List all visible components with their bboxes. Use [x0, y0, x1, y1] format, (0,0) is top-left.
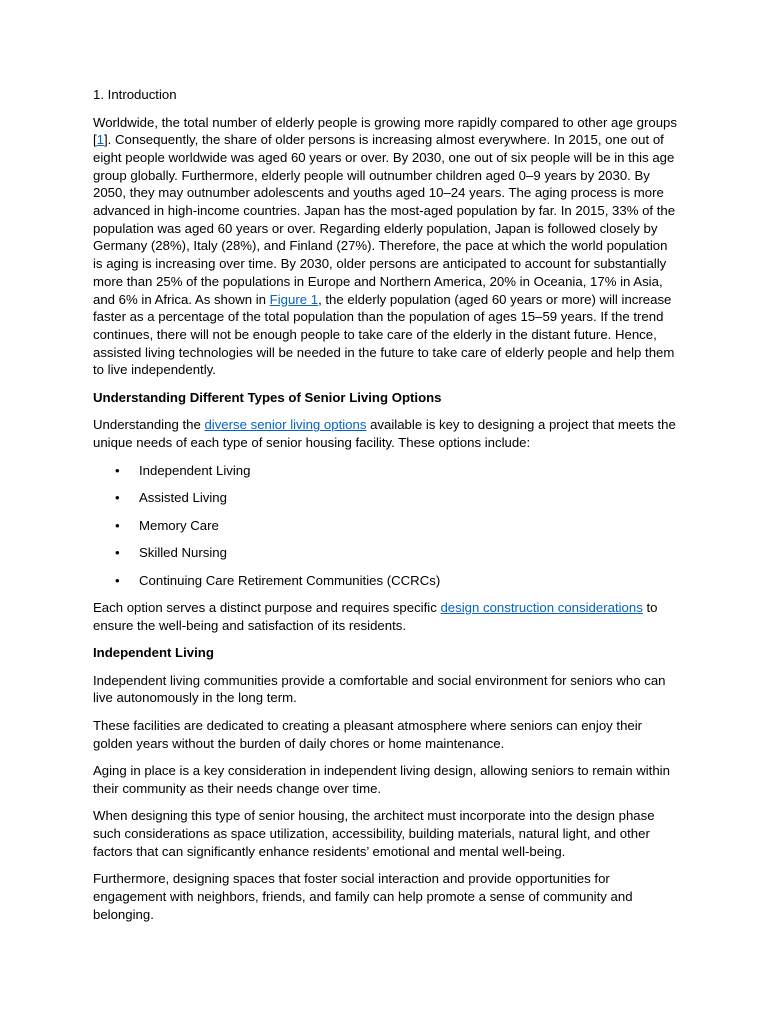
- section-title: 1. Introduction: [93, 87, 177, 102]
- independent-living-heading: Independent Living: [93, 645, 214, 661]
- senior-living-options-list: [93, 462, 678, 590]
- list-item-label: Continuing Care Retirement Communities (CCRCs): [139, 572, 441, 588]
- independent-paragraph-3: Aging in place is a key consideration in independent living design, allowing seniors to remain within their community as their needs change over time.: [93, 763, 670, 796]
- bullet-icon: •: [115, 517, 120, 533]
- options-heading: Understanding Different Types of Senior Living Options: [93, 389, 442, 405]
- independent-paragraph-2: These facilities are dedicated to creating a pleasant atmosphere where seniors can enjoy their golden years without the burden of daily chores or home maintenance.: [93, 717, 643, 751]
- options-text-b: available is key to designing a project that meets the unique needs of each type of senior housing facility. These options include:: [93, 417, 676, 451]
- document-page: [93, 86, 678, 933]
- options-after-text-a: Each option serves a distinct purpose and requires specific: [93, 600, 441, 616]
- bullet-icon: •: [115, 545, 120, 561]
- bullet-icon: •: [115, 490, 120, 506]
- options-paragraph: [93, 416, 678, 451]
- list-item: [93, 462, 678, 480]
- options-text-a: Understanding the: [93, 417, 205, 433]
- intro-text-a: Worldwide, the total number of elderly people is growing more rapidly compared to other age groups [: [93, 114, 677, 148]
- design-construction-link[interactable]: design construction considerations: [440, 600, 643, 616]
- list-item: [93, 517, 678, 535]
- bullet-icon: •: [115, 462, 120, 478]
- list-item-label: Assisted Living: [139, 490, 227, 506]
- list-item: [93, 544, 678, 562]
- independent-paragraph-5: Furthermore, designing spaces that foster social interaction and provide opportunities for engagement with neighbors, friends, and family can help promote a sense of community and belonging.: [93, 871, 633, 922]
- reference-link-1[interactable]: 1: [96, 132, 105, 148]
- intro-text-c: , the elderly population (aged 60 years or more) will increase faster as a percentage of the total population than the population of ages 15–59 years. If the trend continues, there will not be enough people to take care of the elderly in the distant future. Hence, assisted living technologies will be needed in the future to take care of elderly people and help them to live independently.: [93, 291, 675, 378]
- list-item: [93, 572, 678, 590]
- independent-paragraph-1: Independent living communities provide a comfortable and social environment for seniors who can live autonomously in the long term.: [93, 672, 666, 706]
- independent-paragraph-4: When designing this type of senior housing, the architect must incorporate into the design phase such considerations as space utilization, accessibility, building materials, natural light, and other factors that can significantly enhance residents’ emotional and mental well-being.: [93, 808, 655, 859]
- intro-paragraph: [93, 114, 678, 380]
- options-after-paragraph: [93, 599, 678, 634]
- senior-living-options-link[interactable]: diverse senior living options: [204, 417, 367, 433]
- intro-text-b: ]. Consequently, the share of older persons is increasing almost everywhere. In 2015, one out of eight people worldwide was aged 60 years or over. By 2030, one out of six people will be in this age group globally. Furthermore, elderly people will outnumber children aged 0–9 years by 2030. By 2050, they may outnumber adolescents and youths aged 10–24 years. The aging process is more advanced in high-income countries. Japan has the most-aged population by far. In 2015, 33% of the population was aged 60 years or over. Regarding elderly population, Japan is followed closely by Germany (28%), Italy (28%), and Finland (27%). Therefore, the pace at which the world population is aging is increasing over time. By 2030, older persons are anticipated to account for substantially more than 25% of the populations in Europe and Northern America, 20% in Oceania, 17% in Asia, and 6% in Africa. As shown in: [93, 132, 676, 307]
- list-item-label: Independent Living: [139, 462, 251, 478]
- list-item-label: Skilled Nursing: [139, 545, 227, 561]
- figure-1-link[interactable]: Figure 1: [269, 291, 319, 307]
- list-item: [93, 489, 678, 507]
- bullet-icon: •: [115, 572, 120, 588]
- list-item-label: Memory Care: [139, 517, 219, 533]
- options-after-text-b: to ensure the well-being and satisfaction of its residents.: [93, 600, 658, 633]
